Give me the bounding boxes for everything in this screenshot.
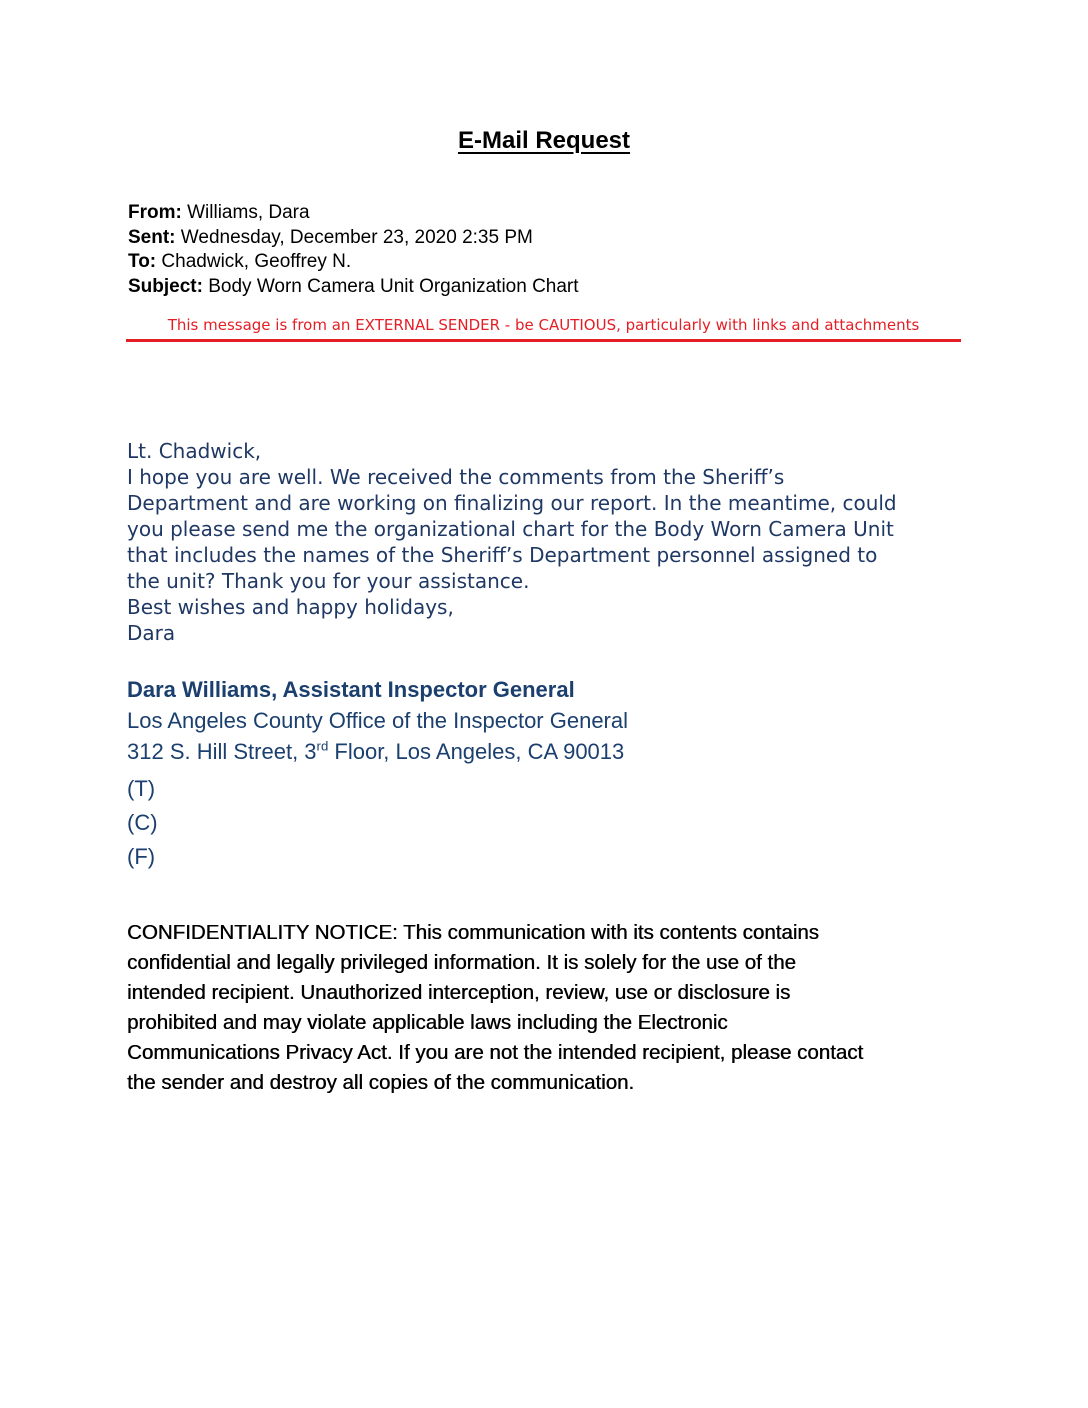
signature-name-title: Dara Williams, Assistant Inspector General: [127, 677, 575, 702]
body-line: you please send me the organizational chart for the Body Worn Camera Unit: [127, 517, 894, 541]
address-ordinal-superscript: rd: [316, 738, 329, 754]
email-body: [127, 438, 987, 646]
notice-line: CONFIDENTIALITY NOTICE: This communication with its contents contains: [127, 921, 819, 944]
from-label: From:: [128, 202, 182, 223]
body-line: Best wishes and happy holidays,: [127, 595, 454, 619]
body-line: that includes the names of the Sheriff’s Department personnel assigned to: [127, 543, 878, 567]
body-line: the unit? Thank you for your assistance.: [127, 569, 530, 593]
sent-label: Sent:: [128, 226, 176, 248]
confidentiality-notice: [127, 918, 987, 1098]
to-label: To:: [128, 251, 157, 272]
notice-line: the sender and destroy all copies of the communication.: [127, 1071, 635, 1094]
external-sender-warning: This message is from an EXTERNAL SENDER - be CAUTIOUS, particularly with links and attachments: [167, 316, 920, 334]
to-value: Chadwick, Geoffrey N.: [161, 251, 352, 272]
signature-block: [127, 674, 628, 767]
signature-phone-block: [127, 772, 158, 874]
email-header-block: [128, 201, 579, 299]
phone-f-line: (F): [127, 844, 156, 869]
address-part-post: Floor, Los Angeles, CA 90013: [328, 739, 625, 764]
body-line: Dara: [127, 621, 176, 645]
subject-label: Subject:: [128, 275, 203, 297]
warning-divider-rule: [126, 339, 961, 342]
notice-line: intended recipient. Unauthorized interception, review, use or disclosure is: [127, 981, 791, 1004]
sent-value: Wednesday, December 23, 2020 2:35 PM: [180, 226, 533, 248]
body-line: Lt. Chadwick,: [127, 439, 262, 463]
header-from-line: [128, 201, 579, 226]
notice-line: Communications Privacy Act. If you are not the intended recipient, please contact: [127, 1041, 864, 1064]
body-line: I hope you are well. We received the comments from the Sheriff’s: [127, 465, 785, 489]
phone-t-line: (T): [127, 776, 156, 801]
phone-c-line: (C): [127, 810, 158, 835]
body-line: Department and are working on finalizing our report. In the meantime, could: [127, 491, 897, 515]
from-value: Williams, Dara: [187, 202, 310, 223]
header-to-line: [128, 250, 579, 275]
document-title: E-Mail Request: [457, 127, 631, 154]
header-sent-line: [128, 226, 579, 251]
address-part-pre: 312 S. Hill Street, 3: [127, 739, 317, 764]
notice-line: prohibited and may violate applicable laws including the Electronic: [127, 1011, 728, 1034]
header-subject-line: [128, 275, 579, 300]
subject-value: Body Worn Camera Unit Organization Chart: [208, 275, 579, 297]
signature-organization: Los Angeles County Office of the Inspector General: [127, 708, 629, 733]
signature-address: [127, 736, 628, 767]
notice-line: confidential and legally privileged information. It is solely for the use of the: [127, 951, 796, 974]
